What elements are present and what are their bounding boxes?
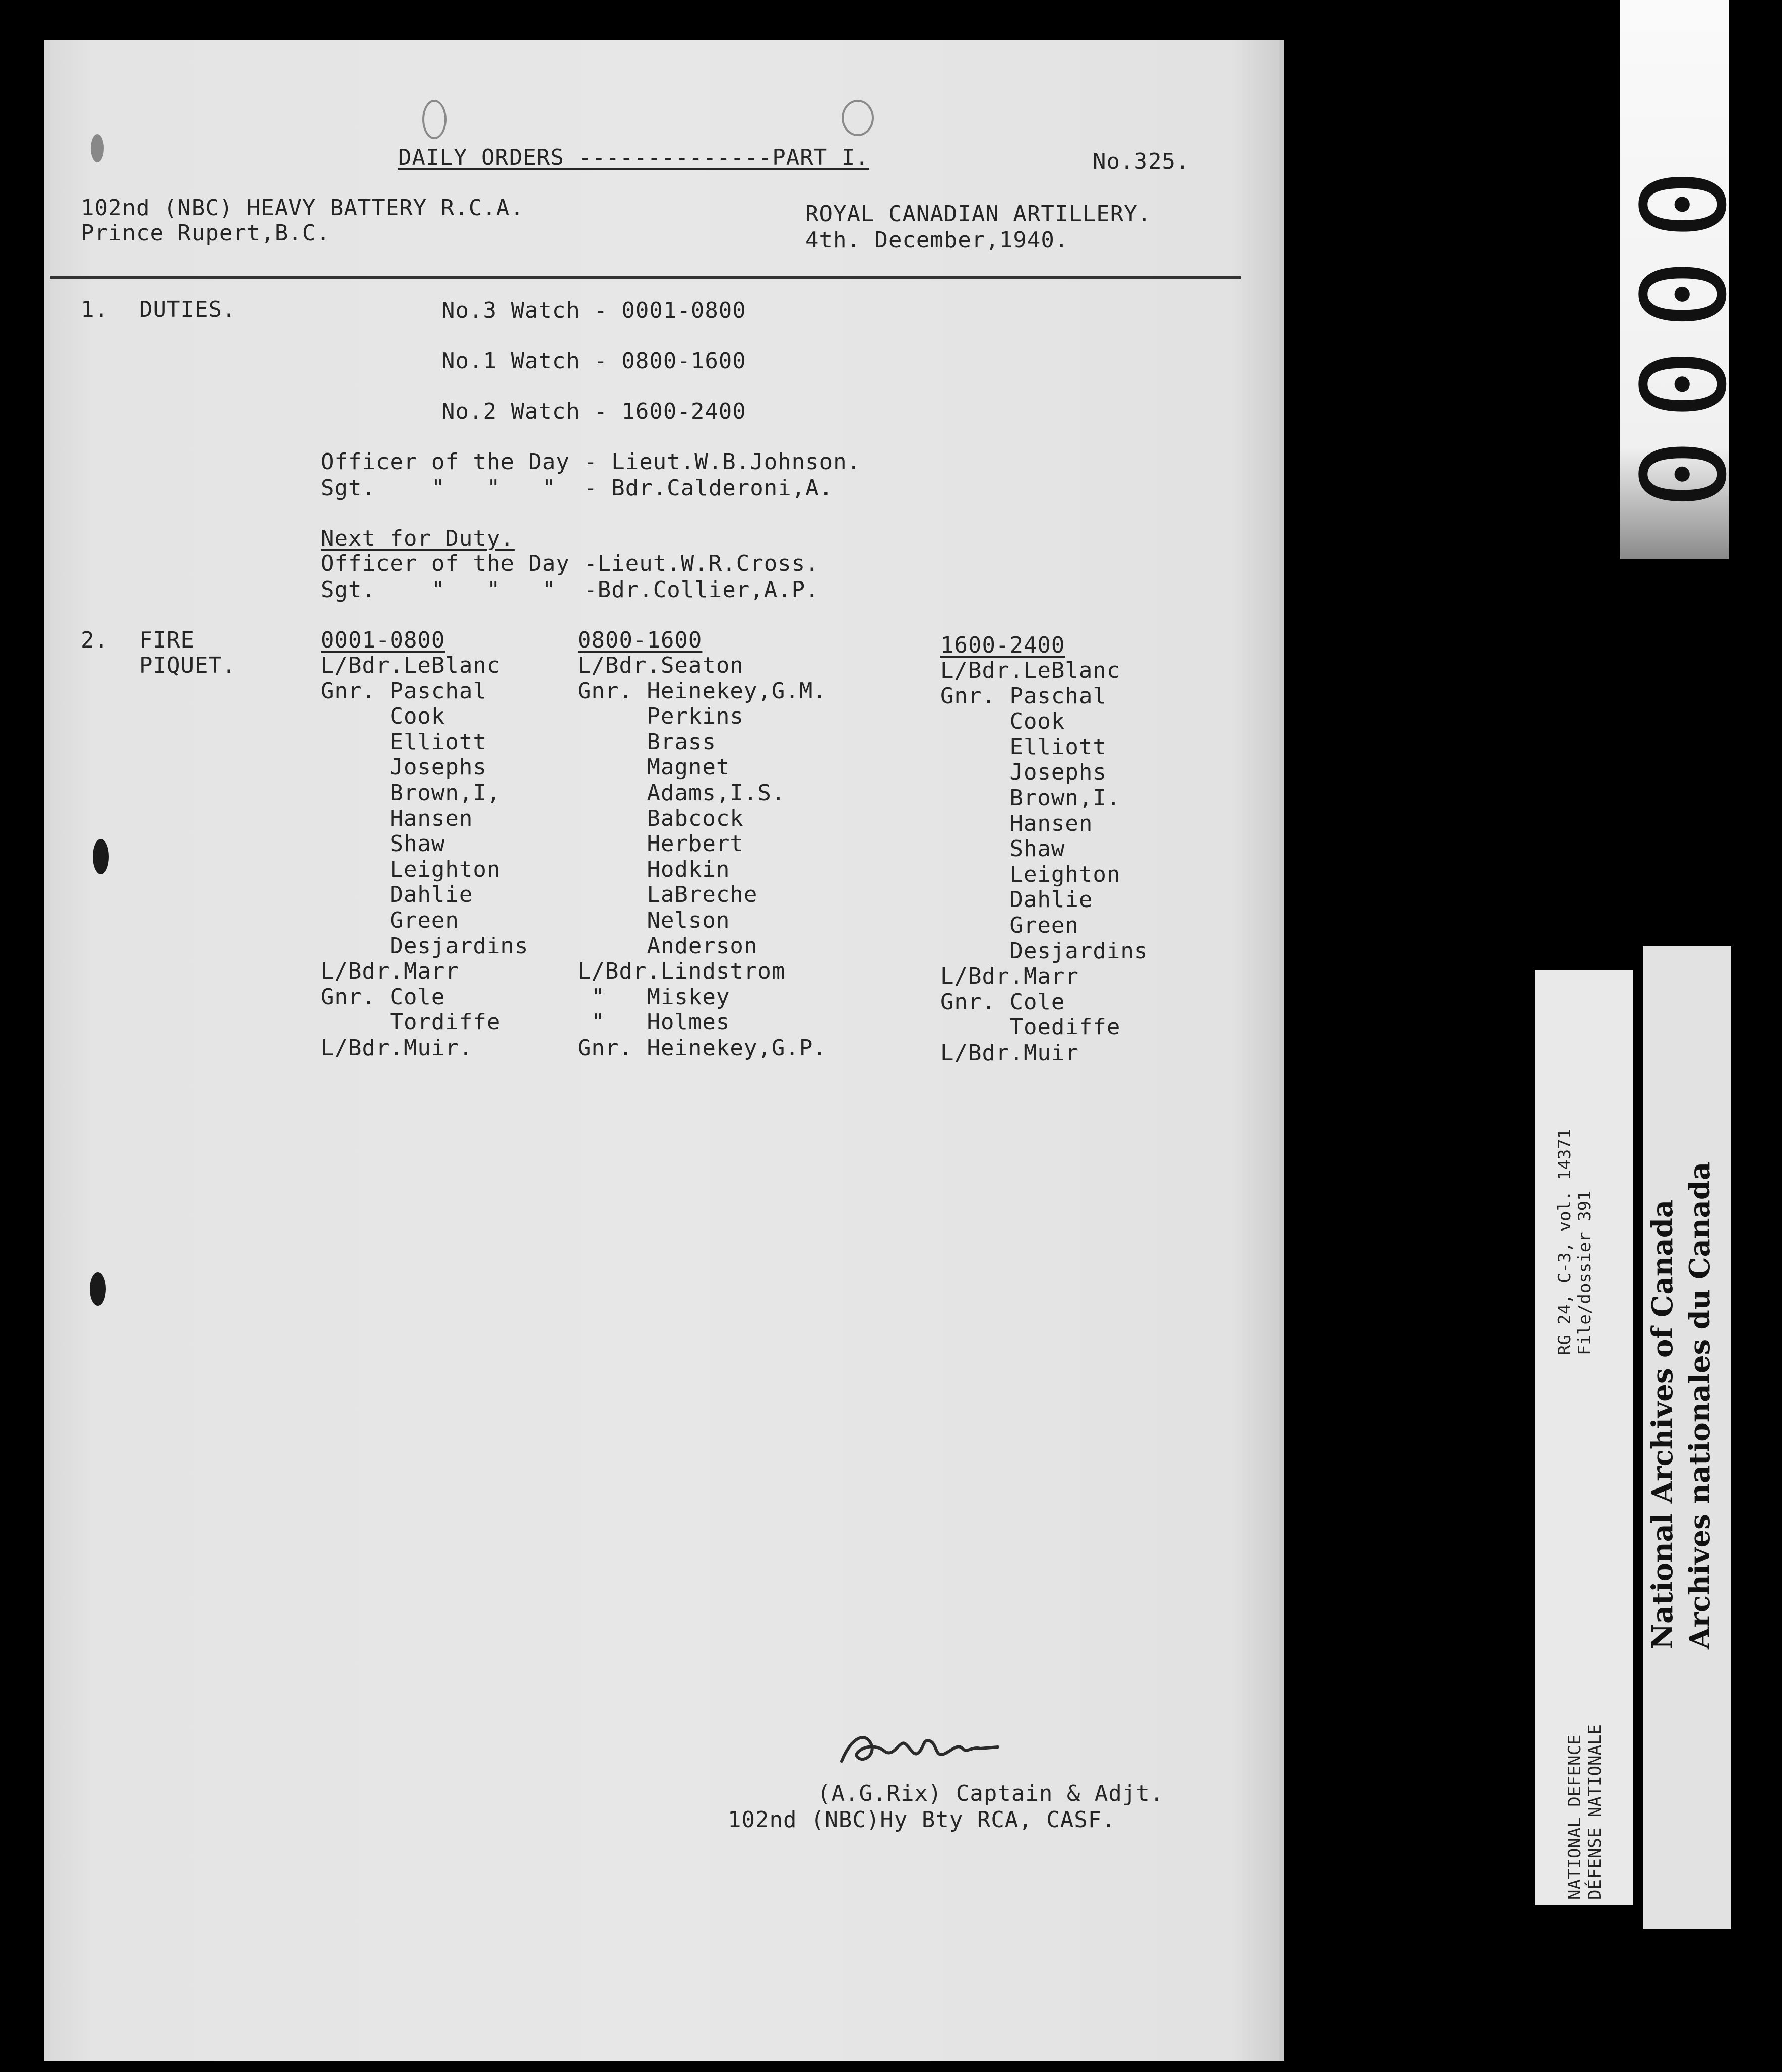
piquet-column-0800-1600	[578, 653, 827, 1061]
piquet-entry: Hansen	[321, 805, 473, 831]
piquet-entry: Brown,I.	[940, 785, 1121, 811]
piquet-entry: Desjardins	[940, 938, 1149, 964]
piquet-entry: Adams,I.S.	[578, 780, 786, 806]
department-line-1: NATIONAL DEFENCE	[1565, 1734, 1585, 1900]
piquet-entry: Leighton	[940, 861, 1121, 887]
watch-line: No.3 Watch - 0001-0800	[441, 298, 746, 323]
orders-title: DAILY ORDERS --------------PART I.	[398, 145, 869, 170]
piquet-entry: Hodkin	[578, 856, 730, 882]
piquet-entry: " Miskey	[578, 984, 730, 1010]
piquet-column-0001-0800	[321, 653, 528, 1061]
orders-number: No.325.	[1093, 149, 1190, 174]
next-for-duty-heading: Next for Duty.	[321, 526, 515, 551]
piquet-entry: Nelson	[578, 907, 730, 933]
piquet-entry: Gnr. Paschal	[940, 683, 1107, 709]
piquet-entry: Herbert	[578, 831, 744, 857]
piquet-entry: Brown,I,	[321, 780, 501, 806]
piquet-entry: Shaw	[321, 831, 446, 857]
piquet-entry: LaBreche	[578, 882, 758, 908]
piquet-entry: Shaw	[940, 836, 1065, 862]
piquet-time-heading: 1600-2400	[940, 632, 1065, 658]
section-1-heading: DUTIES.	[139, 297, 236, 322]
piquet-entry: Elliott	[321, 729, 487, 755]
punch-hole-3	[90, 1272, 106, 1306]
next-sergeant-of-day: Sgt. " " " -Bdr.Collier,A.P.	[321, 577, 819, 603]
piquet-entry: Gnr. Heinekey,G.P.	[578, 1034, 827, 1061]
piquet-entry: Hansen	[940, 810, 1093, 836]
piquet-entry: Brass	[578, 729, 716, 755]
watch-line: No.1 Watch - 0800-1600	[441, 348, 746, 374]
piquet-entry: Elliott	[940, 734, 1107, 760]
punch-ring-2	[842, 100, 874, 136]
punch-hole-1	[91, 134, 104, 162]
piquet-entry: L/Bdr.Muir.	[321, 1034, 473, 1061]
sergeant-of-day: Sgt. " " " - Bdr.Calderoni,A.	[321, 475, 834, 501]
piquet-entry: Gnr. Cole	[940, 989, 1065, 1015]
piquet-entry: Gnr. Cole	[321, 984, 446, 1010]
unit-name: 102nd (NBC) HEAVY BATTERY R.C.A.	[81, 195, 524, 221]
piquet-entry: Perkins	[578, 703, 744, 730]
piquet-column-1600-2400	[940, 658, 1148, 1066]
piquet-entry: Magnet	[578, 754, 730, 781]
piquet-entry: L/Bdr.Marr	[321, 958, 459, 985]
officer-of-day: Officer of the Day - Lieut.W.B.Johnson.	[321, 449, 861, 475]
handwritten-signature	[837, 1726, 1018, 1773]
watch-line: No.2 Watch - 1600-2400	[441, 399, 746, 424]
next-officer-of-day: Officer of the Day -Lieut.W.R.Cross.	[321, 551, 819, 576]
punch-hole-2	[93, 839, 109, 874]
piquet-entry: Josephs	[940, 759, 1107, 786]
section-1-number: 1.	[81, 297, 108, 322]
archives-name-english: National Archives of Canada	[1646, 1199, 1679, 1649]
piquet-entry: Gnr. Paschal	[321, 678, 487, 704]
piquet-entry: " Holmes	[578, 1009, 730, 1035]
piquet-entry: Dahlie	[321, 882, 473, 908]
piquet-entry: L/Bdr.Muir	[940, 1040, 1079, 1066]
piquet-entry: Green	[321, 907, 459, 933]
piquet-entry: L/Bdr.Seaton	[578, 653, 744, 678]
piquet-entry: Tordiffe	[321, 1009, 501, 1035]
header-rule	[50, 276, 1241, 279]
corps-name: ROYAL CANADIAN ARTILLERY.	[805, 201, 1152, 227]
national-archives-label	[1643, 946, 1731, 1929]
archives-name-french: Archives nationales du Canada	[1683, 1161, 1716, 1649]
department-line-2: DÉFENSE NATIONALE	[1585, 1724, 1605, 1900]
orders-date: 4th. December,1940.	[805, 227, 1069, 253]
piquet-entry: Cook	[940, 708, 1065, 735]
piquet-entry: L/Bdr.Lindstrom	[578, 958, 786, 985]
piquet-entry: Dahlie	[940, 887, 1093, 913]
section-2-heading-line1: FIRE	[139, 627, 195, 653]
archive-reference-label	[1535, 970, 1633, 1905]
piquet-entry: L/Bdr.Marr	[940, 963, 1079, 990]
reference-line-2: File/dossier 391	[1575, 1190, 1595, 1355]
piquet-entry: L/Bdr.LeBlanc	[940, 658, 1121, 683]
piquet-entry: Cook	[321, 703, 446, 730]
piquet-entry: Toediffe	[940, 1014, 1121, 1041]
signatory-name: (A.G.Rix) Captain & Adjt.	[817, 1781, 1164, 1806]
unit-location: Prince Rupert,B.C.	[81, 220, 330, 246]
piquet-entry: Leighton	[321, 856, 501, 882]
piquet-entry: Desjardins	[321, 933, 529, 959]
signatory-unit: 102nd (NBC)Hy Bty RCA, CASF.	[728, 1807, 1116, 1833]
punch-ring-1	[422, 100, 447, 139]
piquet-time-heading: 0001-0800	[321, 627, 446, 653]
section-2-heading-line2: PIQUET.	[139, 653, 236, 678]
microfilm-frame-stamp: 0000	[1620, 0, 1729, 559]
piquet-entry: Babcock	[578, 805, 744, 831]
piquet-entry: Gnr. Heinekey,G.M.	[578, 678, 827, 704]
piquet-time-heading: 0800-1600	[578, 627, 703, 653]
section-2-number: 2.	[81, 627, 108, 653]
piquet-entry: L/Bdr.LeBlanc	[321, 653, 501, 678]
reference-line-1: RG 24, C-3, vol. 14371	[1555, 1128, 1575, 1355]
piquet-entry: Green	[940, 912, 1079, 938]
piquet-entry: Anderson	[578, 933, 758, 959]
piquet-entry: Josephs	[321, 754, 487, 781]
